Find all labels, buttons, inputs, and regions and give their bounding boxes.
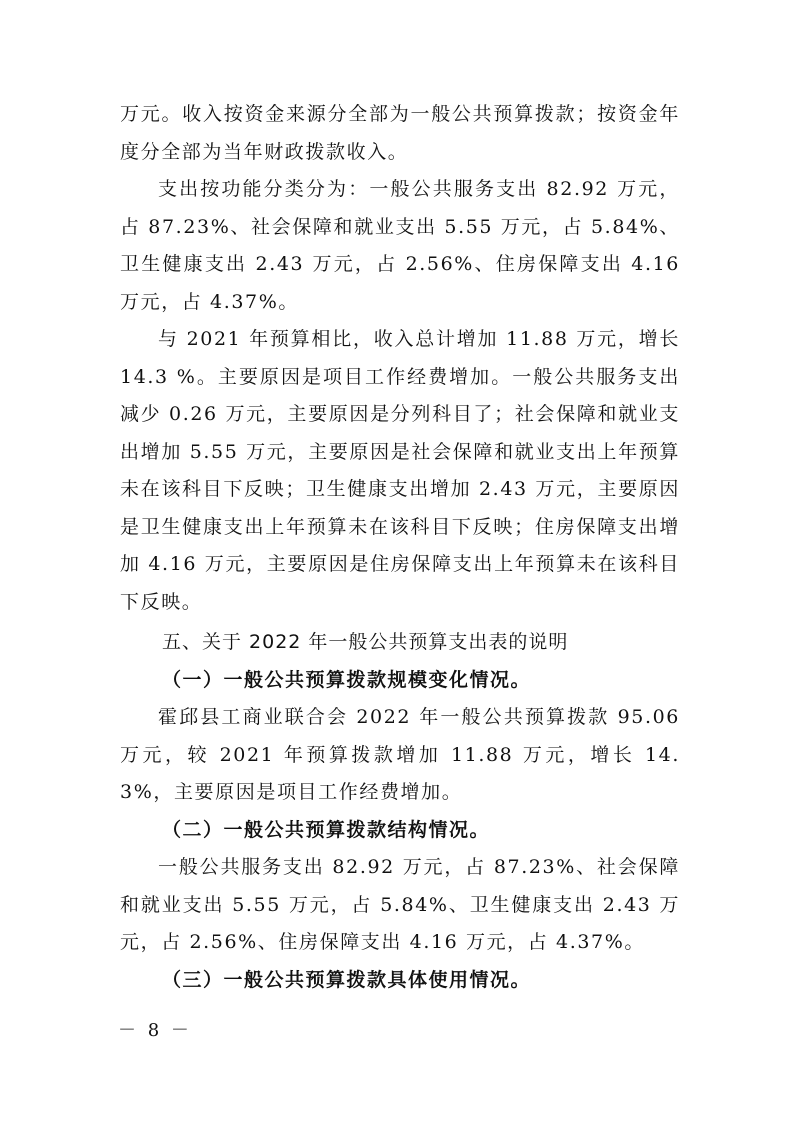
page-number: － 8 －: [118, 1020, 192, 1041]
section-heading-5: 五、关于 2022 年一般公共预算支出表的说明: [162, 631, 569, 653]
paragraph-comparison-2021: 与 2021 年预算相比，收入总计增加 11.88 万元，增长 14.3 %。主要原因是项目工作经费增加。一般公共服务支出减少 0.26 万元，主要原因是分列科目了；社会保障和就业支出增加 5.55 万元，主要原因是社会保障和就业支出上年预算未在该科目下反映；卫生健康支出增加 2.43 万元，主要原因是卫生健康支出上年预算未在该科目下反映；住房保障支出增加 4.16 万元，主要原因是住房保障支出上年预算未在该科目下反映。: [120, 328, 680, 613]
document-body: [120, 96, 680, 999]
subheading-specific-use: （三）一般公共预算拨款具体使用情况。: [162, 968, 532, 991]
paragraph-budget-appropriation: 霍邱县工商业联合会 2022 年一般公共预算拨款 95.06 万元，较 2021 年预算拨款增加 11.88 万元，增长 14.3%，主要原因是项目工作经费增加。: [120, 706, 680, 803]
paragraph-income-source: 万元。收入按资金来源分全部为一般公共预算拨款；按资金年度分全部为当年财政拨款收入。: [120, 103, 680, 163]
subheading-structure: （二）一般公共预算拨款结构情况。: [162, 818, 491, 841]
paragraph-expenditure-by-function: 支出按功能分类分为：一般公共服务支出 82.92 万元，占 87.23%、社会保障和就业支出 5.55 万元，占 5.84%、卫生健康支出 2.43 万元，占 2.56%、住房保障支出 4.16 万元，占 4.37%。: [120, 178, 680, 313]
paragraph-structure-detail: 一般公共服务支出 82.92 万元，占 87.23%、社会保障和就业支出 5.55 万元，占 5.84%、卫生健康支出 2.43 万元，占 2.56%、住房保障支出 4.16 万元，占 4.37%。: [120, 856, 680, 953]
subheading-scale-change: （一）一般公共预算拨款规模变化情况。: [162, 668, 532, 691]
